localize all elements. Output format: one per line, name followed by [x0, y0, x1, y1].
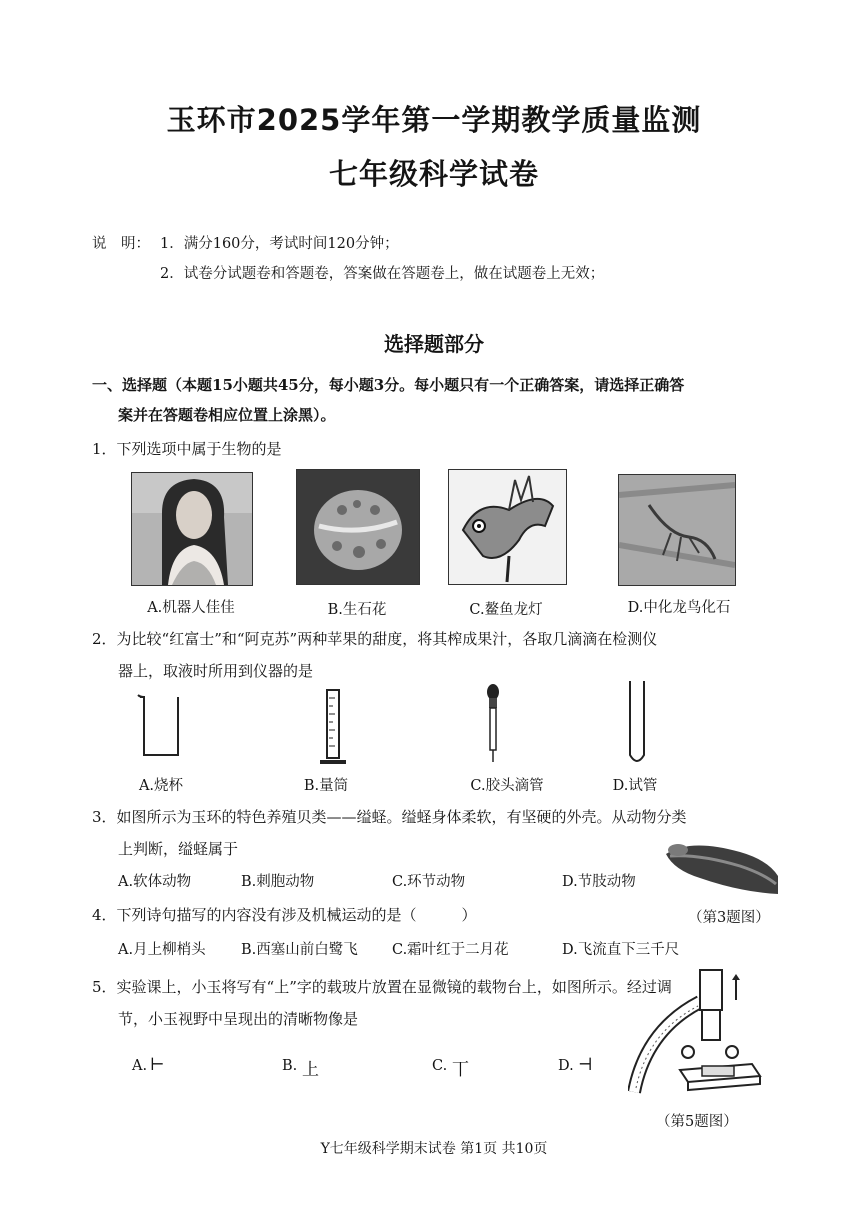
- dropper-icon: [480, 682, 506, 766]
- q5-option-d-glyph: ⊣: [578, 1055, 593, 1075]
- q5-option-c-label: C.: [432, 1058, 448, 1074]
- test-tube-icon: [624, 679, 650, 769]
- robot-photo: [131, 472, 253, 586]
- q4-option-a: A.月上柳梢头: [118, 942, 206, 958]
- q2-option-d: D.试管: [612, 778, 658, 794]
- q5-option-b-label: B.: [282, 1058, 298, 1074]
- microscope-figure: [628, 966, 768, 1100]
- lithops-photo: [296, 469, 420, 585]
- q2-stem-line2: 器上，取液时所用到仪器的是: [118, 662, 314, 680]
- q1-option-c: C.鳌鱼龙灯: [469, 602, 543, 618]
- q1-stem: 1．下列选项中属于生物的是: [92, 440, 282, 458]
- q5-stem-line2: 节，小玉视野中呈现出的清晰物像是: [118, 1010, 359, 1028]
- q3-option-a: A.软体动物: [118, 874, 192, 890]
- section-title: 选择题部分: [384, 332, 484, 356]
- q2-option-b: B.量筒: [303, 778, 349, 794]
- q4-option-c: C.霜叶红于二月花: [392, 942, 509, 958]
- notes-label: 说 明：: [92, 236, 150, 252]
- section-heading-line1: 一、选择题（本题15小题共45分，每小题3分。每小题只有一个正确答案，请选择正确答: [92, 376, 685, 394]
- q2-stem-line1: 2．为比较“红富士”和“阿克苏”两种苹果的甜度，将其榨成果汁，各取几滴滴在检测仪: [92, 630, 658, 648]
- q1-option-a: A.机器人佳佳: [147, 600, 235, 616]
- fossil-photo: [618, 474, 736, 586]
- graduated-cylinder-icon: [318, 686, 348, 766]
- q3-stem-line2: 上判断，缢蛏属于: [118, 840, 239, 858]
- q5-stem-line1: 5．实验课上，小玉将写有“上”字的载玻片放置在显微镜的载物台上，如图所示。经过调: [92, 978, 672, 996]
- q5-option-c-glyph: 丅: [452, 1060, 469, 1080]
- q3-option-d: D.节肢动物: [562, 874, 636, 890]
- q5-option-a-glyph: ⊢: [150, 1055, 165, 1075]
- q5-option-b-glyph: 上: [302, 1060, 319, 1080]
- q4-option-b: B.西塞山前白鹭飞: [241, 942, 358, 958]
- exam-title-line2: 七年级科学试卷: [328, 157, 539, 191]
- notes-item-2: 2．试卷分试题卷和答题卷，答案做在答题卷上，做在试题卷上无效；: [160, 266, 605, 282]
- q3-option-c: C.环节动物: [392, 874, 466, 890]
- q3-option-b: B.刺胞动物: [241, 874, 315, 890]
- q2-option-a: A.烧杯: [138, 778, 184, 794]
- page-footer: Y七年级科学期末试卷 第1页 共10页: [320, 1141, 548, 1157]
- q5-option-d-label: D.: [558, 1058, 574, 1074]
- q1-option-d: D.中化龙鸟化石: [627, 600, 731, 616]
- notes-item-1: 1．满分160分，考试时间120分钟；: [160, 236, 399, 252]
- q2-option-c: C.胶头滴管: [470, 778, 544, 794]
- q3-figure-caption: （第3题图）: [688, 910, 770, 926]
- exam-title-line1: 玉环市2025学年第一学期教学质量监测: [166, 103, 702, 137]
- q3-stem-line1: 3．如图所示为玉环的特色养殖贝类——缢蛏。缢蛏身体柔软，有坚硬的外壳。从动物分类: [92, 808, 687, 826]
- section-heading-line2: 案并在答题卷相应位置上涂黑）。: [118, 406, 336, 424]
- q5-figure-caption: （第5题图）: [656, 1114, 738, 1130]
- q1-option-b: B.生石花: [327, 602, 387, 618]
- q5-option-a-label: A.: [132, 1058, 148, 1074]
- q4-option-d: D.飞流直下三千尺: [562, 942, 680, 958]
- q4-stem: 4．下列诗句描写的内容没有涉及机械运动的是（ ）: [92, 906, 477, 924]
- lantern-photo: [448, 469, 567, 585]
- razor-clam-figure: [660, 834, 780, 898]
- beaker-icon: [136, 693, 184, 759]
